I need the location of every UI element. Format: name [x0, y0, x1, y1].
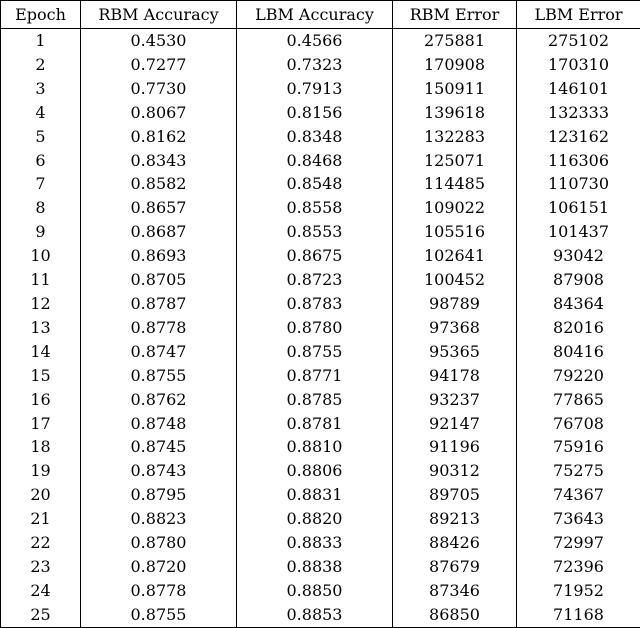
header-row [1, 1, 640, 29]
lbm-error-cell: 71952 [517, 579, 640, 603]
lbm-error-cell: 106151 [517, 196, 640, 220]
lbm-accuracy-cell: 0.8850 [237, 579, 393, 603]
header-epoch: Epoch [1, 1, 81, 29]
rbm-error-cell: 170908 [393, 53, 517, 77]
rbm-accuracy-cell: 0.8693 [81, 244, 237, 268]
rbm-error-cell: 94178 [393, 364, 517, 388]
rbm-accuracy-cell: 0.8755 [81, 364, 237, 388]
rbm-error-cell: 95365 [393, 340, 517, 364]
rbm-accuracy-cell: 0.8343 [81, 149, 237, 173]
table-row [1, 316, 640, 340]
lbm-error-cell: 101437 [517, 220, 640, 244]
lbm-error-cell: 76708 [517, 412, 640, 436]
rbm-accuracy-cell: 0.8162 [81, 125, 237, 149]
rbm-error-cell: 89213 [393, 507, 517, 531]
rbm-accuracy-cell: 0.8748 [81, 412, 237, 436]
epoch-cell: 8 [1, 196, 81, 220]
epoch-cell: 2 [1, 53, 81, 77]
lbm-error-cell: 146101 [517, 77, 640, 101]
lbm-accuracy-cell: 0.8755 [237, 340, 393, 364]
epoch-cell: 21 [1, 507, 81, 531]
lbm-error-cell: 84364 [517, 292, 640, 316]
lbm-accuracy-cell: 0.8853 [237, 603, 393, 627]
lbm-error-cell: 87908 [517, 268, 640, 292]
rbm-error-cell: 88426 [393, 531, 517, 555]
rbm-accuracy-cell: 0.7277 [81, 53, 237, 77]
rbm-error-cell: 89705 [393, 483, 517, 507]
lbm-error-cell: 82016 [517, 316, 640, 340]
lbm-accuracy-cell: 0.8468 [237, 149, 393, 173]
rbm-error-cell: 98789 [393, 292, 517, 316]
lbm-accuracy-cell: 0.8833 [237, 531, 393, 555]
epoch-cell: 18 [1, 435, 81, 459]
lbm-accuracy-cell: 0.7323 [237, 53, 393, 77]
epoch-cell: 17 [1, 412, 81, 436]
rbm-accuracy-cell: 0.4530 [81, 29, 237, 53]
lbm-accuracy-cell: 0.8781 [237, 412, 393, 436]
lbm-error-cell: 170310 [517, 53, 640, 77]
rbm-error-cell: 91196 [393, 435, 517, 459]
lbm-accuracy-cell: 0.8348 [237, 125, 393, 149]
rbm-error-cell: 93237 [393, 388, 517, 412]
rbm-accuracy-cell: 0.8582 [81, 172, 237, 196]
rbm-accuracy-cell: 0.8823 [81, 507, 237, 531]
rbm-error-cell: 139618 [393, 101, 517, 125]
lbm-error-cell: 71168 [517, 603, 640, 627]
rbm-accuracy-cell: 0.8795 [81, 483, 237, 507]
table-row [1, 579, 640, 603]
lbm-error-cell: 75916 [517, 435, 640, 459]
rbm-error-cell: 109022 [393, 196, 517, 220]
lbm-error-cell: 116306 [517, 149, 640, 173]
lbm-accuracy-cell: 0.8810 [237, 435, 393, 459]
rbm-accuracy-cell: 0.8720 [81, 555, 237, 579]
table-row [1, 340, 640, 364]
rbm-accuracy-cell: 0.8657 [81, 196, 237, 220]
table-row [1, 435, 640, 459]
rbm-error-cell: 114485 [393, 172, 517, 196]
epoch-cell: 15 [1, 364, 81, 388]
table-header [1, 1, 640, 29]
lbm-error-cell: 79220 [517, 364, 640, 388]
rbm-accuracy-cell: 0.8780 [81, 531, 237, 555]
rbm-accuracy-cell: 0.8787 [81, 292, 237, 316]
table-row [1, 172, 640, 196]
rbm-error-cell: 105516 [393, 220, 517, 244]
lbm-accuracy-cell: 0.8771 [237, 364, 393, 388]
lbm-accuracy-cell: 0.8831 [237, 483, 393, 507]
header-lbm-error: LBM Error [517, 1, 640, 29]
rbm-accuracy-cell: 0.8747 [81, 340, 237, 364]
rbm-accuracy-cell: 0.7730 [81, 77, 237, 101]
table-row [1, 292, 640, 316]
lbm-accuracy-cell: 0.8783 [237, 292, 393, 316]
lbm-error-cell: 275102 [517, 29, 640, 53]
lbm-error-cell: 74367 [517, 483, 640, 507]
epoch-cell: 14 [1, 340, 81, 364]
rbm-accuracy-cell: 0.8778 [81, 579, 237, 603]
epoch-cell: 7 [1, 172, 81, 196]
table-row [1, 388, 640, 412]
header-rbm-error: RBM Error [393, 1, 517, 29]
epoch-cell: 1 [1, 29, 81, 53]
lbm-accuracy-cell: 0.8780 [237, 316, 393, 340]
rbm-error-cell: 150911 [393, 77, 517, 101]
table-body [1, 29, 640, 628]
lbm-accuracy-cell: 0.7913 [237, 77, 393, 101]
epoch-cell: 24 [1, 579, 81, 603]
lbm-accuracy-cell: 0.4566 [237, 29, 393, 53]
lbm-accuracy-cell: 0.8675 [237, 244, 393, 268]
lbm-accuracy-cell: 0.8838 [237, 555, 393, 579]
table-row [1, 555, 640, 579]
table-row [1, 196, 640, 220]
table-row [1, 101, 640, 125]
table-row [1, 149, 640, 173]
lbm-accuracy-cell: 0.8558 [237, 196, 393, 220]
table-row [1, 531, 640, 555]
table-row [1, 459, 640, 483]
rbm-error-cell: 90312 [393, 459, 517, 483]
rbm-error-cell: 132283 [393, 125, 517, 149]
rbm-accuracy-cell: 0.8705 [81, 268, 237, 292]
epoch-cell: 13 [1, 316, 81, 340]
table-row [1, 77, 640, 101]
table-row [1, 603, 640, 627]
lbm-error-cell: 110730 [517, 172, 640, 196]
rbm-accuracy-cell: 0.8687 [81, 220, 237, 244]
epoch-cell: 20 [1, 483, 81, 507]
rbm-accuracy-cell: 0.8762 [81, 388, 237, 412]
rbm-error-cell: 92147 [393, 412, 517, 436]
lbm-accuracy-cell: 0.8156 [237, 101, 393, 125]
rbm-error-cell: 275881 [393, 29, 517, 53]
rbm-error-cell: 87679 [393, 555, 517, 579]
lbm-accuracy-cell: 0.8806 [237, 459, 393, 483]
rbm-error-cell: 100452 [393, 268, 517, 292]
lbm-error-cell: 72396 [517, 555, 640, 579]
lbm-error-cell: 132333 [517, 101, 640, 125]
lbm-error-cell: 73643 [517, 507, 640, 531]
rbm-accuracy-cell: 0.8067 [81, 101, 237, 125]
epoch-cell: 6 [1, 149, 81, 173]
rbm-error-cell: 87346 [393, 579, 517, 603]
table-row [1, 268, 640, 292]
header-rbm-accuracy: RBM Accuracy [81, 1, 237, 29]
table-row [1, 244, 640, 268]
rbm-accuracy-cell: 0.8778 [81, 316, 237, 340]
epoch-cell: 4 [1, 101, 81, 125]
rbm-error-cell: 86850 [393, 603, 517, 627]
rbm-error-cell: 102641 [393, 244, 517, 268]
table-row [1, 53, 640, 77]
lbm-error-cell: 75275 [517, 459, 640, 483]
table-row [1, 29, 640, 53]
rbm-error-cell: 97368 [393, 316, 517, 340]
header-lbm-accuracy: LBM Accuracy [237, 1, 393, 29]
table-row [1, 483, 640, 507]
rbm-accuracy-cell: 0.8743 [81, 459, 237, 483]
lbm-accuracy-cell: 0.8723 [237, 268, 393, 292]
epoch-cell: 19 [1, 459, 81, 483]
epoch-cell: 11 [1, 268, 81, 292]
table-row [1, 364, 640, 388]
rbm-error-cell: 125071 [393, 149, 517, 173]
epoch-cell: 3 [1, 77, 81, 101]
epoch-cell: 25 [1, 603, 81, 627]
lbm-error-cell: 123162 [517, 125, 640, 149]
lbm-accuracy-cell: 0.8785 [237, 388, 393, 412]
lbm-accuracy-cell: 0.8820 [237, 507, 393, 531]
rbm-accuracy-cell: 0.8745 [81, 435, 237, 459]
epoch-cell: 22 [1, 531, 81, 555]
epoch-cell: 12 [1, 292, 81, 316]
epoch-cell: 9 [1, 220, 81, 244]
lbm-error-cell: 93042 [517, 244, 640, 268]
epoch-cell: 10 [1, 244, 81, 268]
table-row [1, 220, 640, 244]
lbm-error-cell: 72997 [517, 531, 640, 555]
lbm-error-cell: 77865 [517, 388, 640, 412]
rbm-accuracy-cell: 0.8755 [81, 603, 237, 627]
epoch-cell: 23 [1, 555, 81, 579]
epoch-cell: 5 [1, 125, 81, 149]
table-row [1, 412, 640, 436]
table-row [1, 125, 640, 149]
lbm-accuracy-cell: 0.8548 [237, 172, 393, 196]
table-row [1, 507, 640, 531]
epoch-cell: 16 [1, 388, 81, 412]
lbm-error-cell: 80416 [517, 340, 640, 364]
lbm-accuracy-cell: 0.8553 [237, 220, 393, 244]
